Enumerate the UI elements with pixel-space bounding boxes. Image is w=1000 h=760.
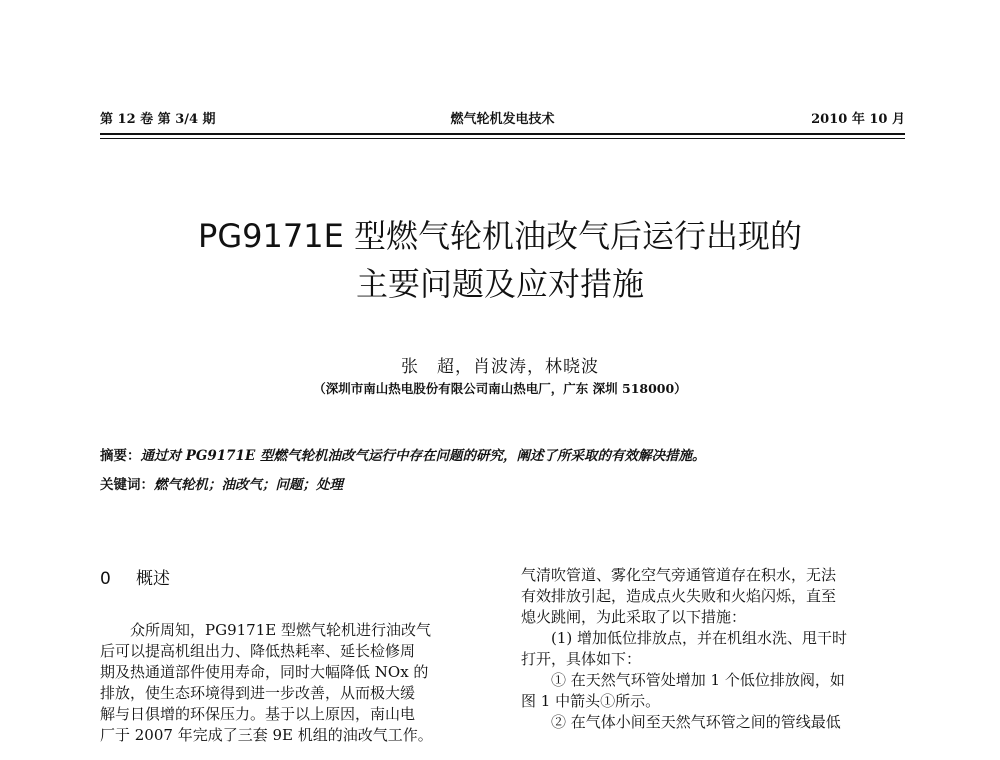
body-line: 期及热通道部件使用寿命，同时大幅降低 NOx 的 (100, 663, 429, 681)
body-line: 排放，使生态环境得到进一步改善，从而极大缓 (100, 684, 416, 702)
paper-title-line-2: 主要问题及应对措施 (355, 265, 644, 303)
body-line: 熄火跳闸，为此采取了以下措施： (521, 608, 747, 626)
body-line: ② 在气体小间至天然气环管之间的管线最低 (551, 713, 841, 731)
abstract-label: 摘要： (100, 448, 141, 464)
header-rule-thin (100, 138, 905, 139)
keywords-label: 关键词： (100, 477, 154, 493)
body-line: 众所周知，PG9171E 型燃气轮机进行油改气 (130, 621, 431, 639)
body-line: 解与日俱增的环保压力。基于以上原因，南山电 (100, 705, 416, 723)
affiliation: （深圳市南山热电股份有限公司南山热电厂，广东 深圳 518000） (313, 381, 687, 396)
publication-date: 2010 年 10 月 (811, 112, 905, 127)
journal-volume-issue: 第 12 卷 第 3/4 期 (100, 112, 216, 127)
section-title: 概述 (136, 569, 170, 589)
body-line: 图 1 中箭头①所示。 (521, 692, 661, 710)
body-line: 厂于 2007 年完成了三套 9E 机组的油改气工作。 (100, 726, 433, 744)
running-header (100, 108, 905, 130)
paper-title (0, 212, 1000, 308)
body-line: 后可以提高机组出力、降低热耗率、延长检修周 (100, 642, 416, 660)
body-line: 打开，具体如下： (521, 650, 642, 668)
body-line: 有效排放引起，造成点火失败和火焰闪烁，直至 (521, 587, 837, 605)
keywords-text: 燃气轮机；油改气；问题；处理 (154, 477, 343, 493)
abstract-text: 通过对 PG9171E 型燃气轮机油改气运行中存在问题的研究，阐述了所采取的有效解决措施。 (140, 448, 706, 464)
body-line: (1) 增加低位排放点，并在机组水洗、甩干时 (551, 629, 848, 647)
keywords (100, 476, 905, 494)
section-heading (100, 569, 488, 590)
body-line: 气清吹管道、雾化空气旁通管道存在积水，无法 (521, 566, 837, 584)
left-column (100, 565, 488, 746)
authors: 张 超，肖波涛，林晓波 (401, 357, 599, 377)
paper-title-line-1: PG9171E 型燃气轮机油改气后运行出现的 (198, 217, 802, 255)
header-rule-thick (100, 133, 905, 135)
journal-name: 燃气轮机发电技术 (450, 112, 555, 127)
abstract (100, 447, 905, 465)
body-line: ① 在天然气环管处增加 1 个低位排放阀，如 (551, 671, 845, 689)
section-number: 0 (100, 569, 111, 589)
right-column (521, 565, 906, 733)
